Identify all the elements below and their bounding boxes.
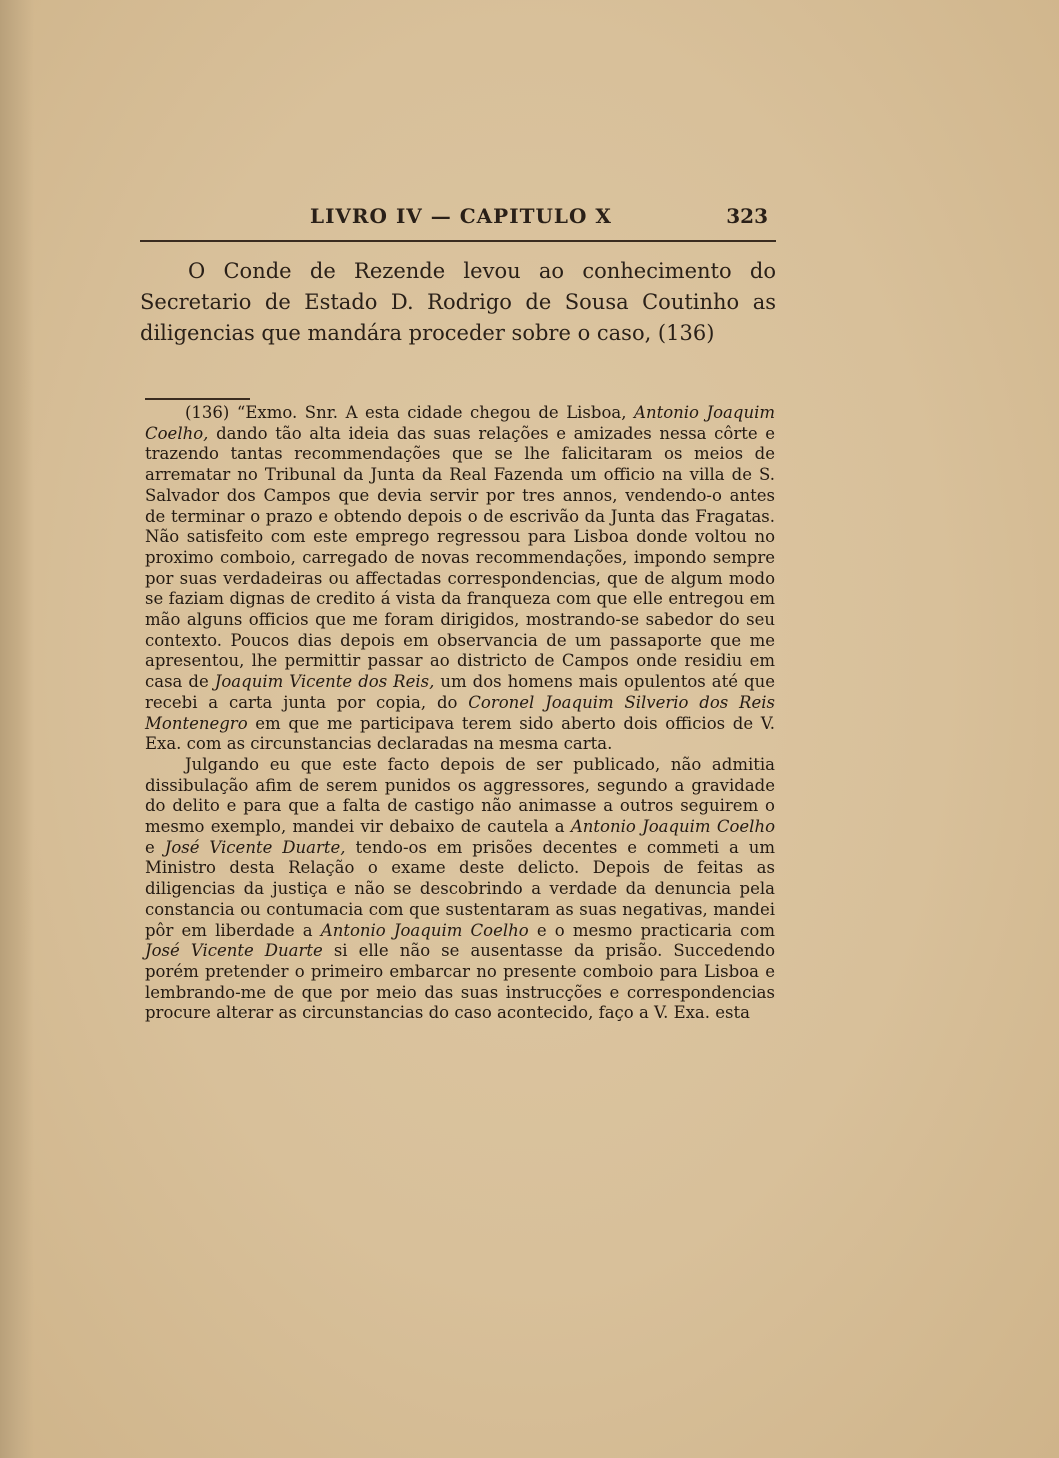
footnote-number: (136): [185, 403, 230, 422]
footnote-text: si elle não se ausentasse da prisão. Succedendo porém pretender o primeiro embarcar no presente comboio para Lisboa e lembrando-me de que por meio das suas instrucções e correspondencias procure alterar as circunstancias do caso acontecido, faço a V. Exa. esta: [145, 941, 776, 1023]
footnote-text: e: [145, 837, 155, 857]
footnote-text: “Exmo. Snr. A esta cidade chegou de Lisboa,: [236, 403, 627, 422]
main-paragraph: O Conde de Rezende levou ao conhecimento do Secretario de Estado D. Rodrigo de Sousa Coutinho as diligencias que mandára proceder sobre o caso, (136): [140, 259, 776, 345]
footnote-text: Julgando eu que este facto depois de ser publicado, não admitia dissibulação afim de serem punidos os aggressores, segundo a gravidade do delito e para que a falta de castigo não animasse a outros seguirem o mesmo exemplo, mandei vir debaixo de cautela a: [145, 754, 775, 837]
person-name: José Vicente Duarte,: [164, 837, 346, 857]
person-name: Antonio Joaquim Coelho: [320, 920, 529, 940]
footnote-separator: [145, 398, 250, 400]
footnote-text: tendo-os em prisões decentes e commeti a um Ministro desta Relação o exame deste delicto. Depois de feitas as diligencias da justiça e não se descobrindo a verdade da denuncia pela constancia ou contumacia com que sustentaram as suas negativas, mandei pôr em liberdade a: [145, 837, 776, 940]
footnote-136: [145, 403, 775, 1024]
person-name: Coronel Joaquim Silverio dos Reis Montenegro: [145, 692, 775, 733]
footnote-text: em que me participava terem sido aberto dois officios de V. Exa. com as circunstancias declaradas na mesma carta.: [145, 713, 776, 754]
person-name: Antonio Joaquim Coelho: [570, 817, 775, 837]
page-spine-shadow: [0, 0, 34, 1458]
person-name: José Vicente Duarte: [145, 941, 323, 961]
person-name: Antonio Joaquim Coelho,: [145, 403, 776, 443]
footnote-paragraph-1: [145, 403, 775, 755]
footnote-text: dando tão alta ideia das suas relações e amizades nessa côrte e trazendo tantas recommendações que se lhe falicitaram os meios de arrematar no Tribunal da Junta da Real Fazenda um officio na villa de S. Salvador dos Campos que devia servir por tres annos, vendendo-o antes de terminar o prazo e obtendo depois o de escrivão da Junta das Fragatas. Não satisfeito com este emprego regressou para Lisboa donde voltou no proximo comboio, carregado de novas recommendações, impondo sempre por suas verdadeiras ou affectadas correspondencias, que de algum modo se faziam dignas de credito á vista da franqueza com que elle entregou em mão alguns officios que me foram dirigidos, mostrando-se sabedor do seu contexto. Poucos dias depois em observancia de um passaporte que me apresentou, lhe permittir passar ao districto de Campos onde residiu em casa de: [145, 423, 776, 692]
page-header: [140, 200, 776, 242]
person-name: Joaquim Vicente dos Reis,: [214, 672, 435, 692]
running-title: LIVRO IV — CAPITULO X: [310, 204, 612, 228]
footnote-text: um dos homens mais opulentos até que recebi a carta junta por copia, do: [145, 672, 775, 712]
footnote-text: e o mesmo practicaria com: [536, 920, 776, 940]
footnote-paragraph-2: [145, 755, 775, 1024]
page-number: 323: [726, 204, 768, 228]
